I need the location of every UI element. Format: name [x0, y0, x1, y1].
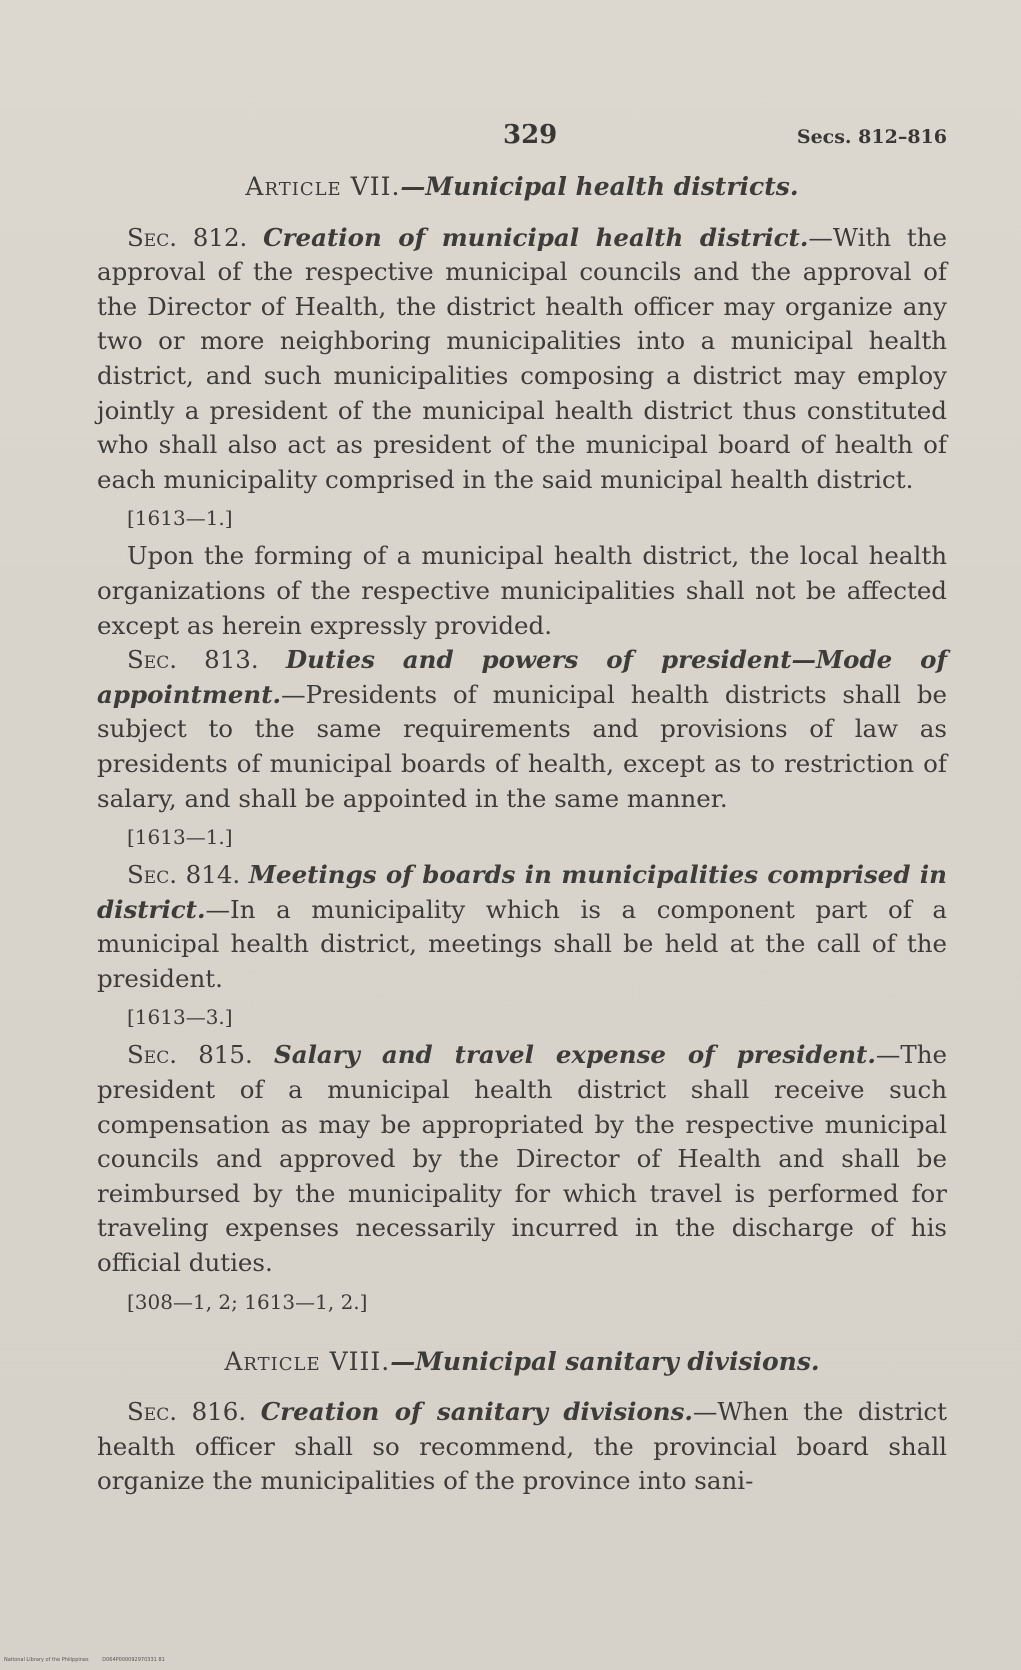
section-813-citation: [1613—1.]: [127, 825, 233, 850]
page-number: 329: [503, 120, 558, 150]
section-815-label: Sec. 815.: [127, 1040, 253, 1070]
section-813-title: Duties and powers of president—Mode of appointment.: [97, 645, 947, 709]
scan-identifier: D064P000092970331 81: [102, 1657, 165, 1663]
section-816-body: —When the district health officer shall so recommend, the provincial board shall organize the municipalities of the province into sani-: [97, 1397, 947, 1496]
article-vii-heading: [97, 170, 947, 205]
section-813: [97, 643, 947, 816]
section-812-label: Sec. 812.: [127, 222, 248, 252]
section-813-label: Sec. 813.: [127, 645, 259, 675]
article-viii-label: Article VIII.: [224, 1346, 391, 1376]
section-816: [97, 1395, 947, 1499]
section-815-citation: [308—1, 2; 1613—1, 2.]: [127, 1289, 368, 1314]
section-812-citation: [1613—1.]: [127, 506, 233, 531]
section-815-title: Salary and travel expense of president.: [274, 1040, 876, 1070]
scan-footer: [4, 1657, 165, 1663]
running-header: [97, 118, 947, 162]
section-814-label: Sec. 814.: [127, 860, 241, 890]
library-name: National Library of the Philippines: [4, 1657, 89, 1663]
article-viii-heading: [97, 1345, 947, 1380]
section-814-title: Meetings of boards in municipalities comprised in district.: [97, 860, 947, 924]
article-vii-label: Article VII.: [245, 172, 401, 201]
section-813-body: —Presidents of municipal health districts shall be subject to the same requirements and provisions of law as presidents of municipal boards of health, except as to restriction of salary, and shall be appointed in the same manner.: [97, 679, 947, 813]
section-815-body: —The president of a municipal health district shall receive such compensation as may be appropriated by the respective municipal councils and approved by the Director of Health and shall be reimbursed by the municipality for which travel is performed for traveling expenses necessarily incurred in the discharge of his official duties.: [97, 1040, 947, 1278]
section-814: [97, 858, 947, 996]
sections-reference: Secs. 812–816: [796, 126, 947, 148]
page-text: [97, 118, 947, 1499]
article-vii-title: —Municipal health districts.: [400, 172, 799, 201]
section-812-body: —With the approval of the respective municipal councils and the approval of the Director of Health, the district health officer may organize any two or more neighboring municipalities into a municipal health district, and such municipalities composing a district may employ jointly a president of the municipal health district thus constituted who shall also act as president of the municipal board of health of each municipality comprised in the said municipal health district.: [97, 222, 948, 494]
section-814-citation: [1613—3.]: [127, 1005, 233, 1030]
section-814-body: —In a municipality which is a component part of a municipal health district, meetings shall be held at the call of the president.: [97, 894, 947, 993]
section-812-continuation: Upon the forming of a municipal health district, the local health organizations of the respective municipalities shall not be affected except as herein expressly provided.: [97, 541, 947, 640]
section-816-label: Sec. 816.: [127, 1397, 247, 1427]
spacer: [97, 1323, 947, 1337]
section-812: [97, 221, 947, 498]
article-viii-title: —Municipal sanitary divisions.: [390, 1346, 820, 1376]
section-815: [97, 1038, 947, 1280]
section-812-title: Creation of municipal health district.: [263, 222, 809, 252]
section-816-title: Creation of sanitary divisions.: [260, 1397, 693, 1427]
